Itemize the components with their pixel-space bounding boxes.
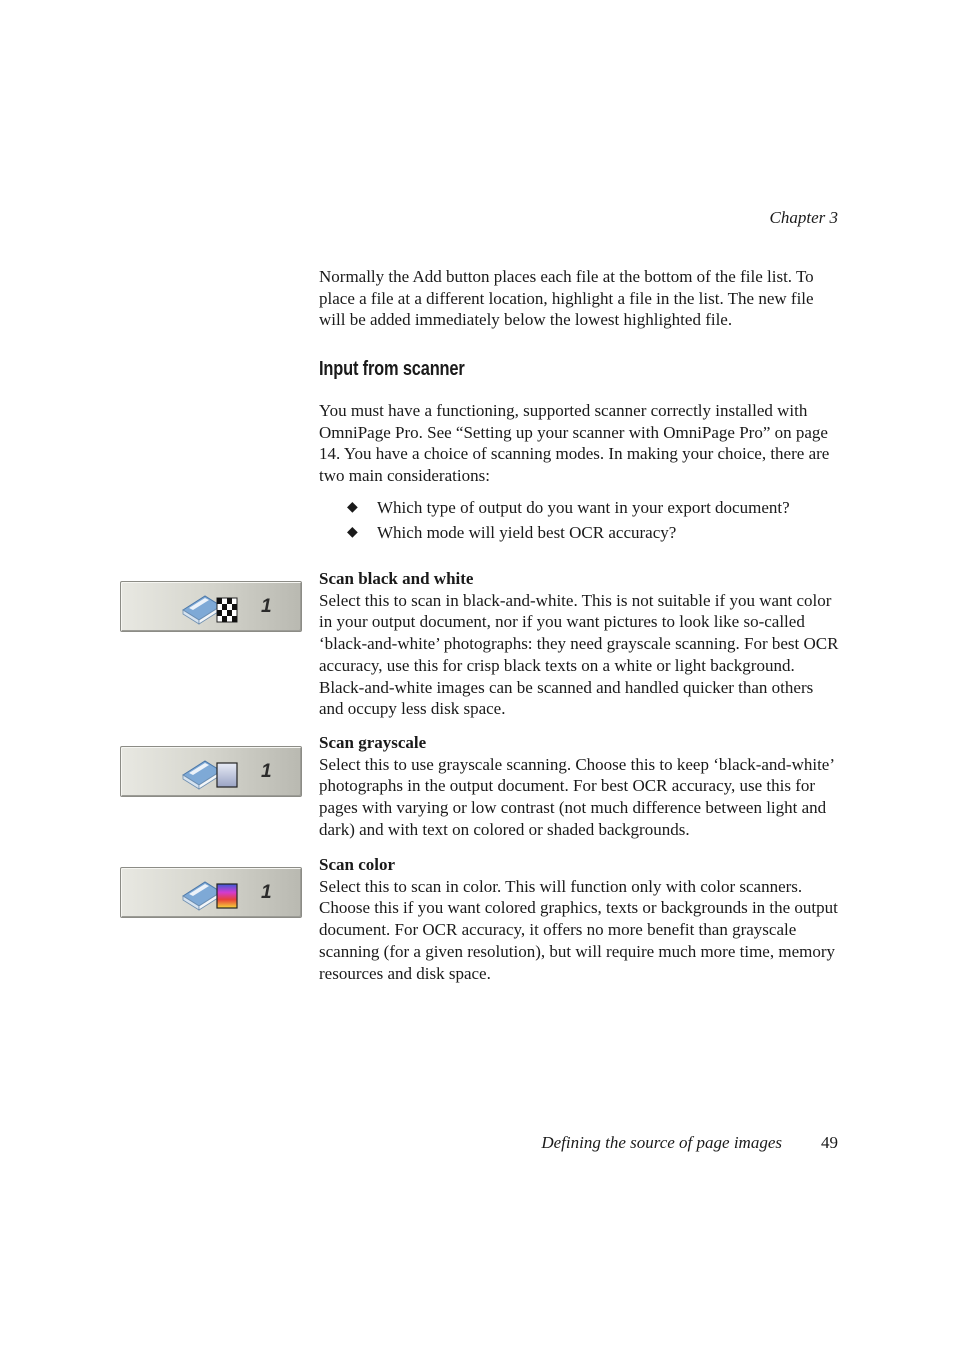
scan-black-white-button[interactable] [120,581,302,632]
mode-black-white [319,568,839,720]
mode-title: Scan grayscale [319,733,427,752]
chapter-label: Chapter 3 [769,208,838,227]
diamond-bullet-icon: ◆ [347,525,358,540]
scan-color-button[interactable] [120,867,302,918]
considerations-list [347,495,847,545]
page-count: 1 [261,882,272,903]
list-item-text: Which type of output do you want in your export document? [377,498,790,517]
mode-color [319,854,839,984]
intro-paragraph: Normally the Add button places each file at the bottom of the file list. To place a file at a different location, highlight a file in the list. The new file will be added immediately below the lowest highlighted file. [319,267,814,330]
section-paragraph: You must have a functioning, supported scanner correctly installed with OmniPage Pro. See “Setting up your scanner with OmniPage Pro” on page 14. You have a choice of scanning modes. In making your choice, there are two main considerations: [319,401,830,486]
page-number: 49 [821,1133,838,1152]
page-count: 1 [261,761,272,782]
mode-description: Select this to use grayscale scanning. Choose this to keep ‘black-and-white’ photographs in the output document. For best OCR accuracy, use this for pages with varying or low contrast (not much difference between light and dark) and with text on colored or shaded backgrounds. [319,754,834,839]
diamond-bullet-icon: ◆ [347,500,358,515]
scan-grayscale-button[interactable] [120,746,302,797]
mode-description: Select this to scan in color. This will function only with color scanners. Choose this if you want colored graphics, texts or backgrounds in the output document. For OCR accuracy, it offers no more benefit than grayscale scanning (for a given resolution), but will require much more time, memory resources and disk space. [319,876,838,983]
scanner-color-icon [179,872,243,914]
footer-title: Defining the source of page images [541,1133,782,1152]
scanner-grayscale-icon [179,751,243,793]
mode-description: Select this to scan in black-and-white. This is not suitable if you want color in your output document, nor if you want pictures to look like so-called ‘black-and-white’ photographs: they need grayscale scanning. For best OCR accuracy, use this for crisp black texts on a white or light background. Black-and-white images can be scanned and handled quicker than others and occupy less disk space. [319,590,839,719]
mode-title: Scan color [319,855,396,874]
page-count: 1 [261,596,272,617]
scanner-black-white-icon [179,586,243,628]
list-item [347,520,847,545]
list-item [347,495,847,520]
section-heading: Input from scanner [319,358,465,380]
mode-title: Scan black and white [319,569,474,588]
list-item-text: Which mode will yield best OCR accuracy? [377,523,677,542]
mode-grayscale [319,732,839,841]
